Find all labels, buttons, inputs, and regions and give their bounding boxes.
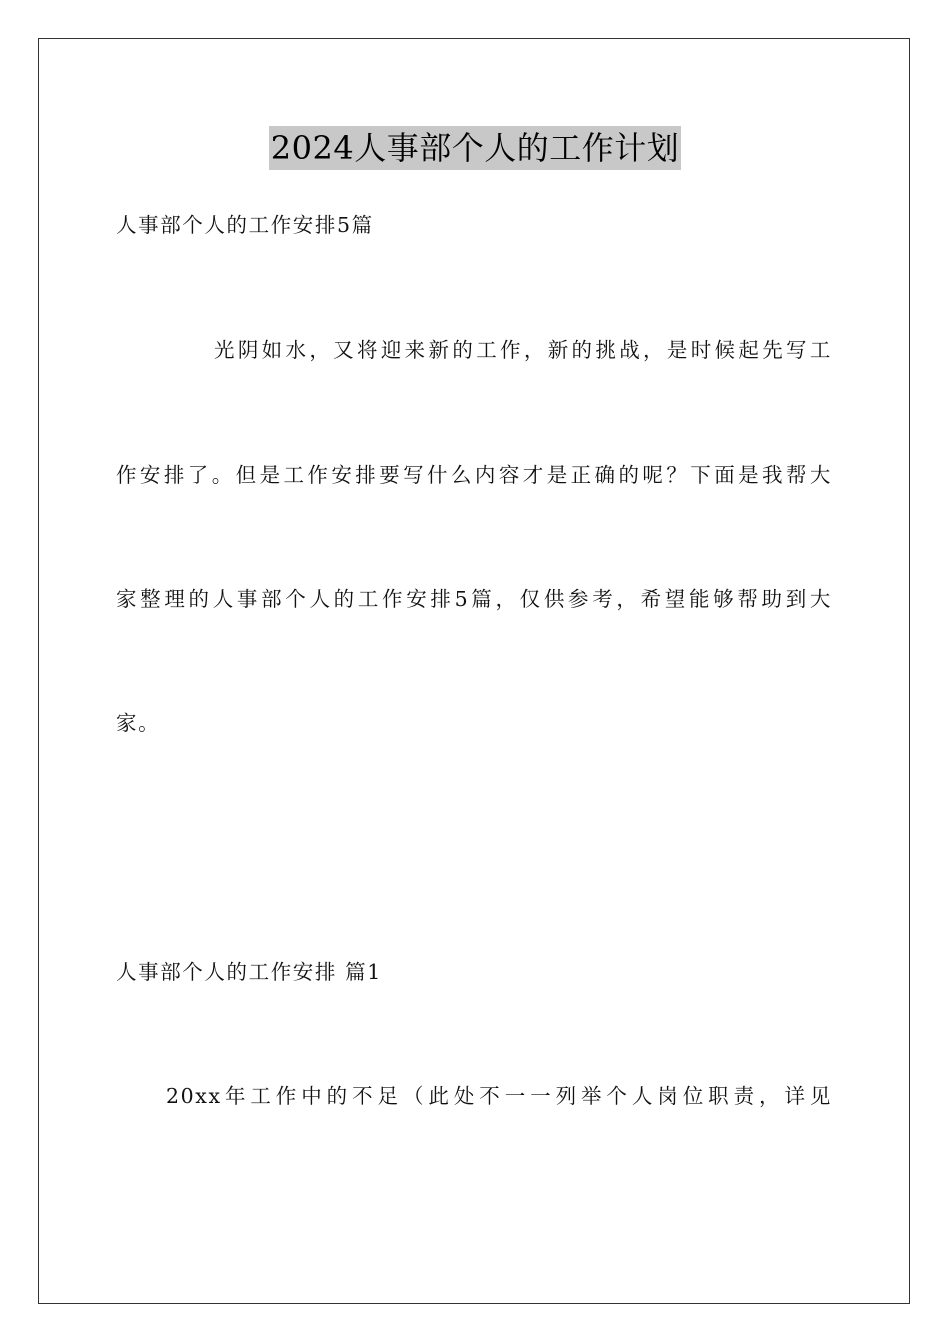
intro-line-3: 家整理的人事部个人的工作安排5篇，仅供参考，希望能够帮助到大 [116, 587, 832, 611]
intro-line-1: 光阴如水，又将迎来新的工作，新的挑战，是时候起先写工 [214, 338, 832, 362]
document-title: 2024人事部个人的工作计划 [269, 126, 681, 170]
intro-line-2: 作安排了。但是工作安排要写什么内容才是正确的呢？下面是我帮大 [116, 463, 832, 487]
title-container [0, 126, 950, 170]
intro-line-4: 家。 [116, 711, 161, 735]
document-subtitle: 人事部个人的工作安排5篇 [116, 213, 374, 237]
section-1-line-1: 20xx年工作中的不足（此处不一一列举个人岗位职责，详见 [166, 1084, 832, 1108]
section-1-heading: 人事部个人的工作安排 篇1 [116, 960, 382, 984]
